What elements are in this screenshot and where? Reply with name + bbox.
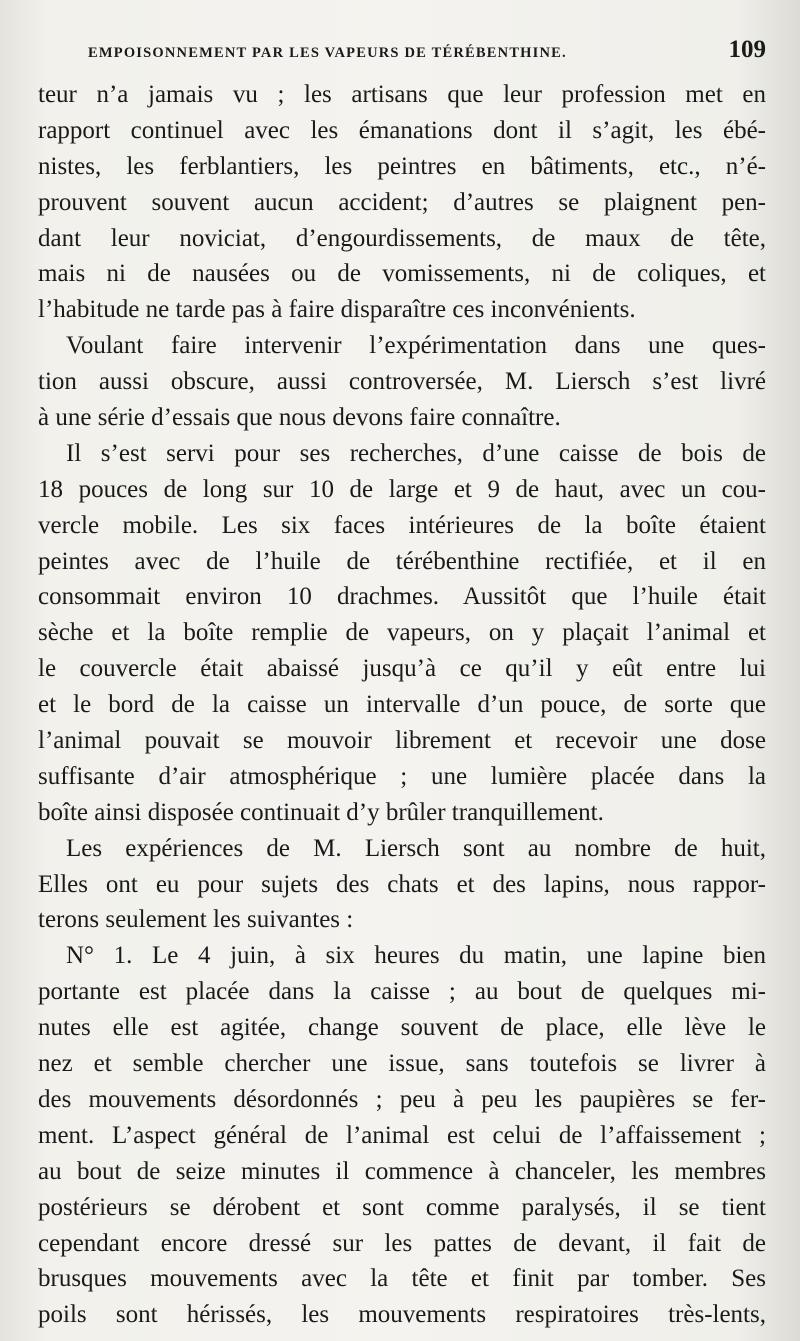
running-head: EMPOISONNEMENT PAR LES VAPEURS DE TÉRÉBENTHINE. [88,45,567,61]
body-text [38,77,766,1333]
text-line: terons seulement les suivantes : [38,906,354,934]
text-line: 18 pouces de long sur 10 de large et 9 de haut, avec un cou- [38,475,766,503]
text-line: portante est placée dans la caisse ; au bout de quelques mi- [38,978,766,1006]
text-line: cependant encore dressé sur les pattes de devant, il fait de [38,1229,766,1257]
text-line: des mouvements désordonnés ; peu à peu les paupières se fer- [38,1085,766,1113]
page-header [88,36,766,64]
text-line: Il s’est servi pour ses recherches, d’une caisse de bois de [66,439,766,467]
text-line: poils sont hérissés, les mouvements respiratoires très-lents, [38,1301,766,1329]
text-line: ment. L’aspect général de l’animal est celui de l’affaissement ; [38,1121,766,1149]
text-line: Elles ont eu pour sujets des chats et des lapins, nous rappor- [38,870,766,898]
text-line: tion aussi obscure, aussi controversée, M. Liersch s’est livré [38,368,766,396]
text-line: Voulant faire intervenir l’expérimentation dans une ques- [66,332,766,360]
text-line: boîte ainsi disposée continuait d’y brûler tranquillement. [38,798,604,826]
text-line: et le bord de la caisse un intervalle d’un pouce, de sorte que [38,691,766,719]
text-line: nistes, les ferblantiers, les peintres en bâtiments, etc., n’é- [38,152,766,180]
text-line: N° 1. Le 4 juin, à six heures du matin, une lapine bien [66,942,766,970]
text-line: mais ni de nausées ou de vomissements, ni de coliques, et [38,260,766,288]
page-number: 109 [728,36,766,63]
text-line: postérieurs se dérobent et sont comme paralysés, il se tient [38,1193,766,1221]
text-line: à une série d’essais que nous devons faire connaître. [38,404,561,432]
text-line: brusques mouvements avec la tête et finit par tomber. Ses [38,1265,766,1293]
text-line: vercle mobile. Les six faces intérieures de la boîte étaient [38,511,766,539]
text-line: peintes avec de l’huile de térébenthine rectifiée, et il en [38,547,766,575]
text-line: consommait environ 10 drachmes. Aussitôt que l’huile était [38,583,766,611]
text-line: nez et semble chercher une issue, sans toutefois se livrer à [38,1050,766,1078]
text-line: sèche et la boîte remplie de vapeurs, on y plaçait l’animal et [38,619,766,647]
text-line: rapport continuel avec les émanations dont il s’agit, les ébé- [38,116,766,144]
text-line: l’animal pouvait se mouvoir librement et recevoir une dose [38,727,766,755]
text-line: suffisante d’air atmosphérique ; une lumière placée dans la [38,762,766,790]
text-line: teur n’a jamais vu ; les artisans que leur profession met en [38,81,766,108]
text-line: Les expériences de M. Liersch sont au nombre de huit, [66,834,766,862]
text-line: dant leur noviciat, d’engourdissements, de maux de tête, [38,224,766,252]
text-line: au bout de seize minutes il commence à chanceler, les membres [38,1157,766,1185]
text-line: nutes elle est agitée, change souvent de place, elle lève le [38,1014,766,1042]
text-line: prouvent souvent aucun accident; d’autres se plaignent pen- [38,188,766,216]
text-line: l’habitude ne tarde pas à faire disparaître ces inconvénients. [38,296,636,324]
text-line: le couvercle était abaissé jusqu’à ce qu’il y eût entre lui [38,655,766,683]
